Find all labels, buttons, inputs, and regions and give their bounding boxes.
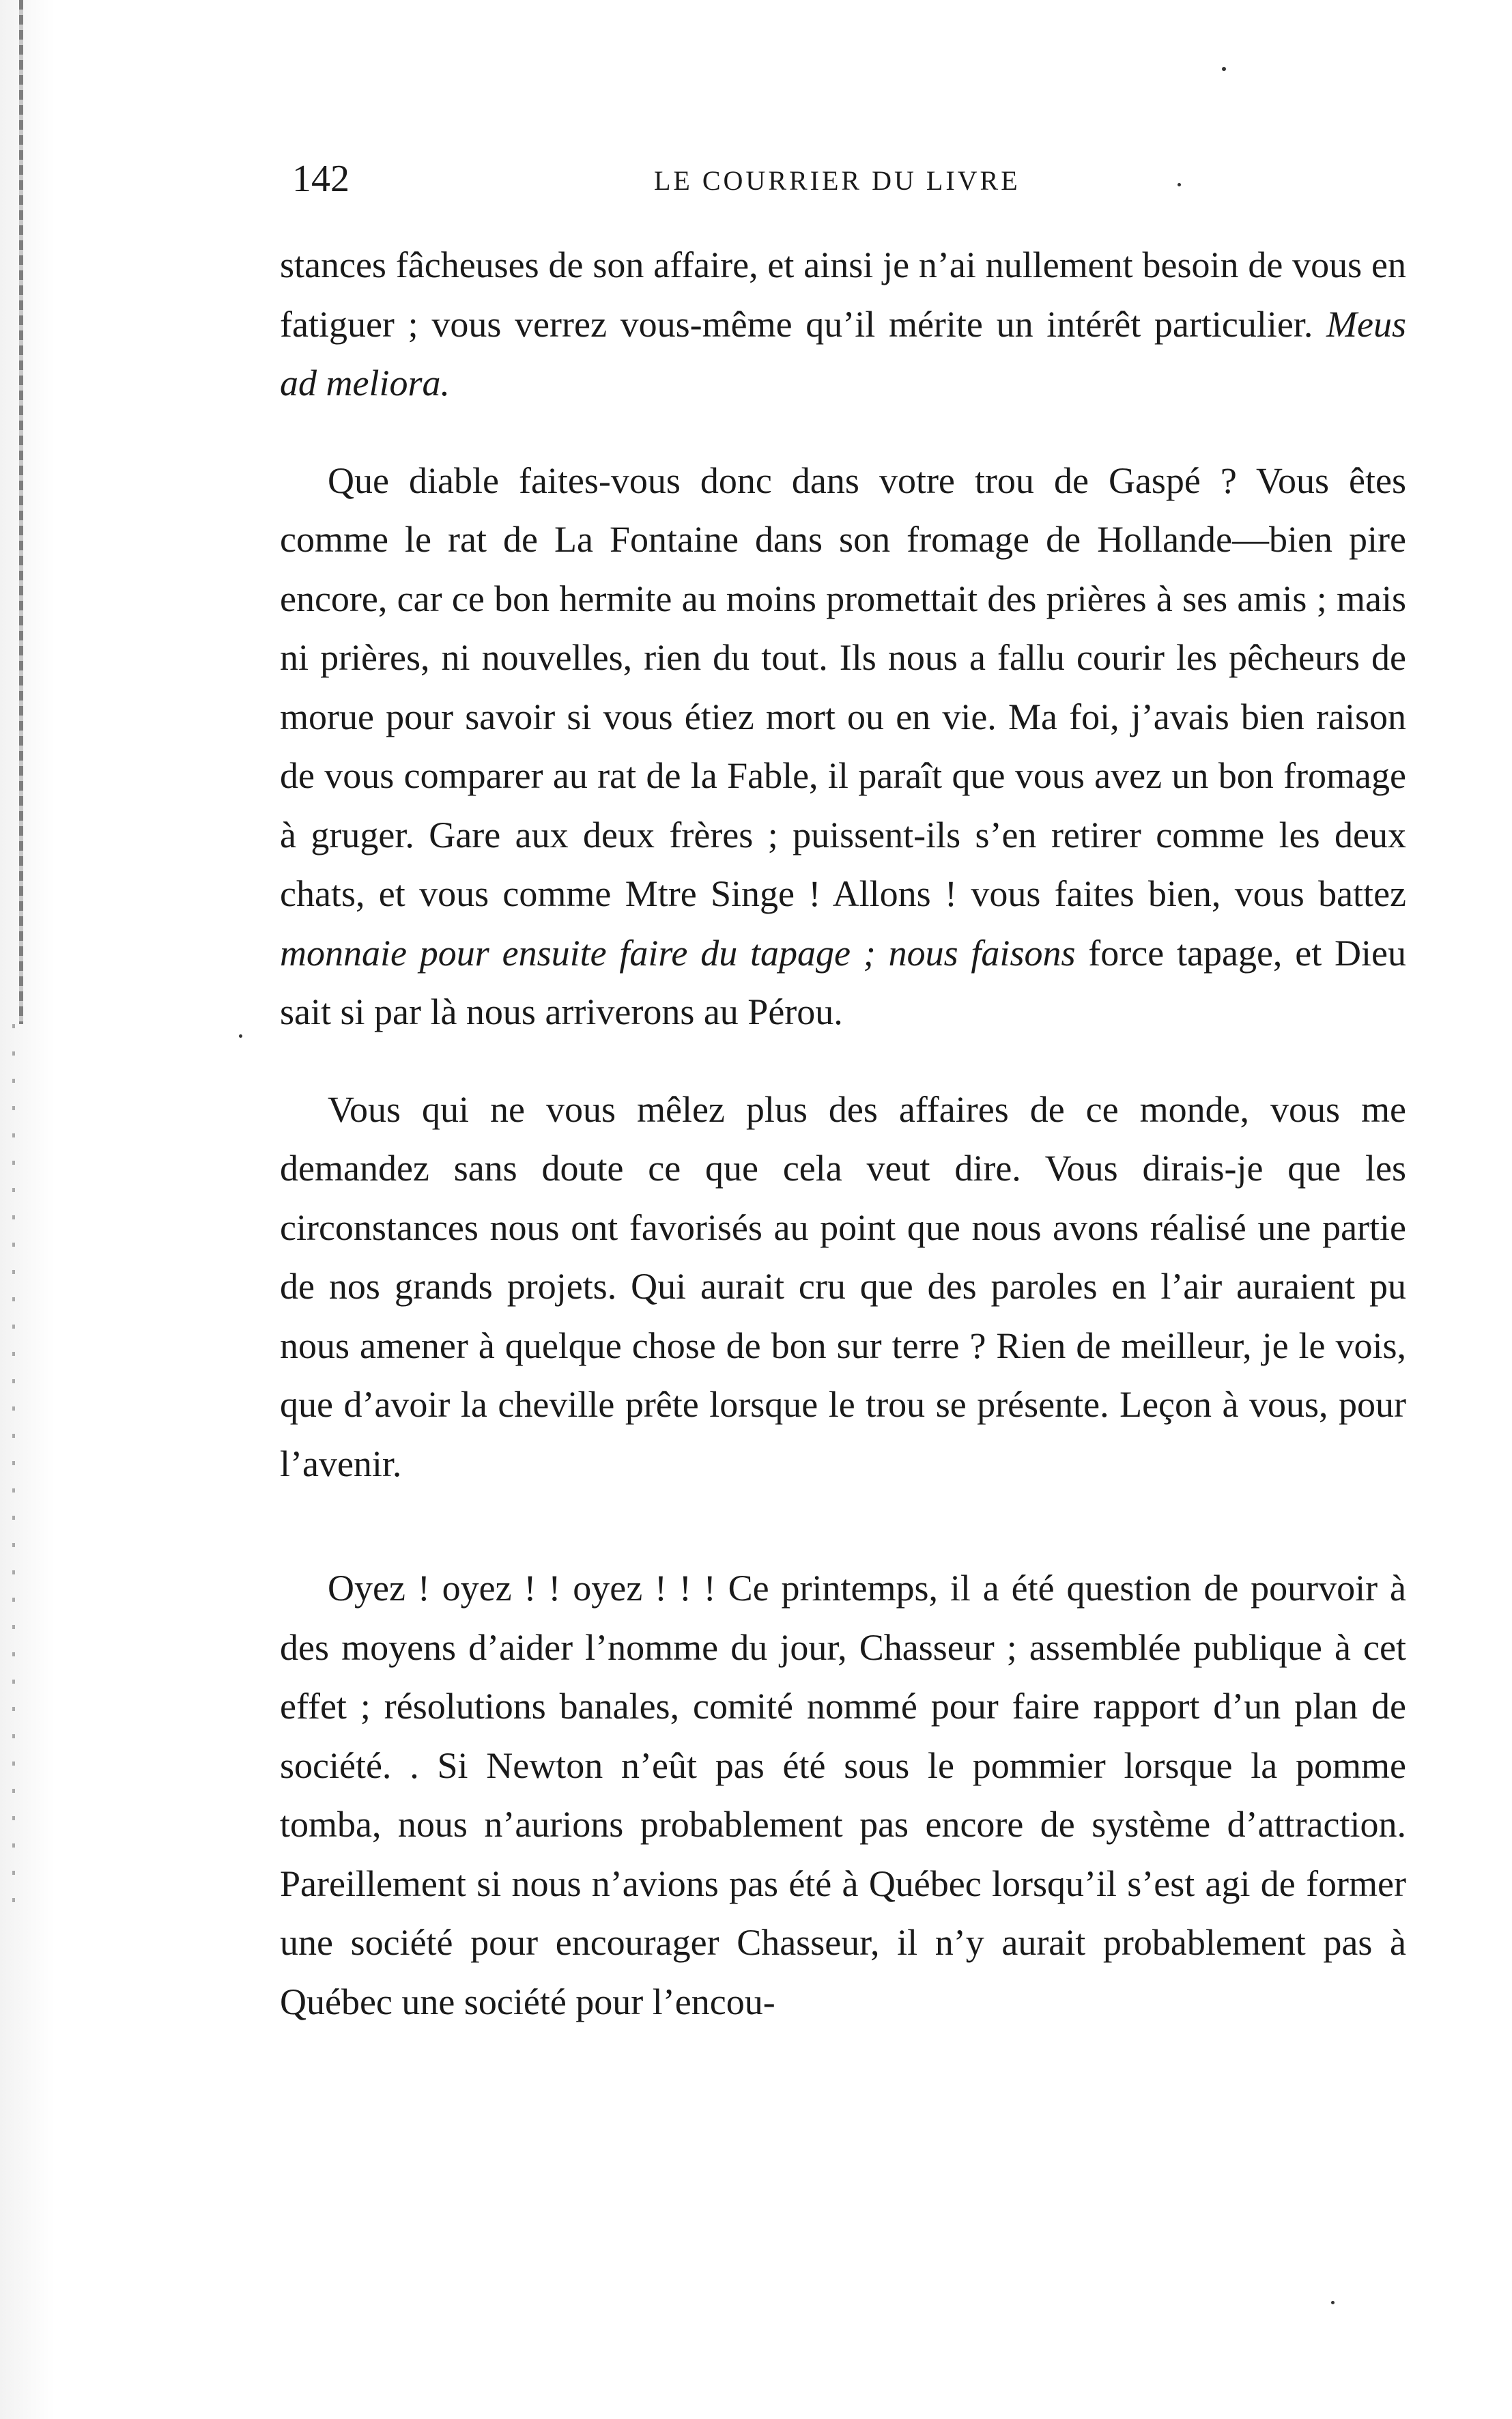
page-number: 142 [292,158,350,200]
paragraph-2 [280,451,1406,1042]
binding-stitching [19,0,23,1024]
paragraph-3 [280,1080,1406,1494]
paragraph-4-text: Oyez ! oyez ! ! oyez ! ! ! Ce printemps, il a été question de pourvoir à des moyens d’aider l’nomme du jour, Chasseur ; assemblée publique à cet effet ; résolutions banales, comité nommé pour faire rapport d’un plan de société. . Si Newton n’eût pas été sous le pommier lorsque la pomme tomba, nous n’aurions probablement pas encore de système d’attraction. Pareillement si nous n’avions pas été à Québec lorsqu’il s’est agi de former une société pour encourager Chasseur, il n’y aurait probablement pas à Québec une société pour l’encou- [280,1568,1406,2022]
print-speck [1331,2301,1335,2304]
paragraph-3-text: Vous qui ne vous mêlez plus des affaires de ce monde, vous me demandez sans doute ce que cela veut dire. Vous dirais-je que les circonstances nous ont favorisés au point que nous avons réalisé une partie de nos grands projets. Qui aurait cru que des paroles en l’air auraient pu nous amener à quelque chose de bon sur terre ? Rien de meilleur, je le vois, que d’avoir la cheville prête lorsque le trou se présente. Leçon à vous, pour l’avenir. [280,1088,1406,1484]
binding-edge [0,0,55,2419]
paragraph-4 [280,1559,1406,2031]
paragraph-1 [280,236,1406,413]
running-head: LE COURRIER DU LIVRE [654,165,1021,196]
body-text [280,236,1406,2031]
paragraph-1-text: stances fâcheuses de son affaire, et ainsi je n’ai nullement besoin de vous en fatiguer ; vous verrez vous-même qu’il mérite un intérêt particulier. [280,244,1406,345]
paragraph-2-italic-phrase: monnaie pour ensuite faire du tapage ; nous faisons [280,932,1076,974]
print-speck [1222,67,1226,71]
print-speck [239,1034,242,1038]
paragraph-1-latin-phrase: Meus ad meliora. [280,303,1406,404]
binding-stitching-lower [12,1024,15,1912]
paragraph-2-text: Que diable faites-vous donc dans votre trou de Gaspé ? Vous êtes comme le rat de La Fontaine dans son fromage de Hollande—bien pire encore, car ce bon hermite au moins promettait des prières à ses amis ; mais ni prières, ni nouvelles, rien du tout. Ils nous a fallu courir les pêcheurs de morue pour savoir si vous étiez mort ou en vie. Ma foi, j’avais bien raison de vous comparer au rat de la Fable, il paraît que vous avez un bon fromage à gruger. Gare aux deux frères ; puissent-ils s’en retirer comme les deux chats, et vous comme Mtre Singe ! Allons ! vous faites bien, vous battez [280,459,1406,914]
page-header [292,152,1418,206]
paragraph-2-text-after: force tapage, et Dieu sait si par là nous arriverons au Pérou. [280,932,1406,1032]
